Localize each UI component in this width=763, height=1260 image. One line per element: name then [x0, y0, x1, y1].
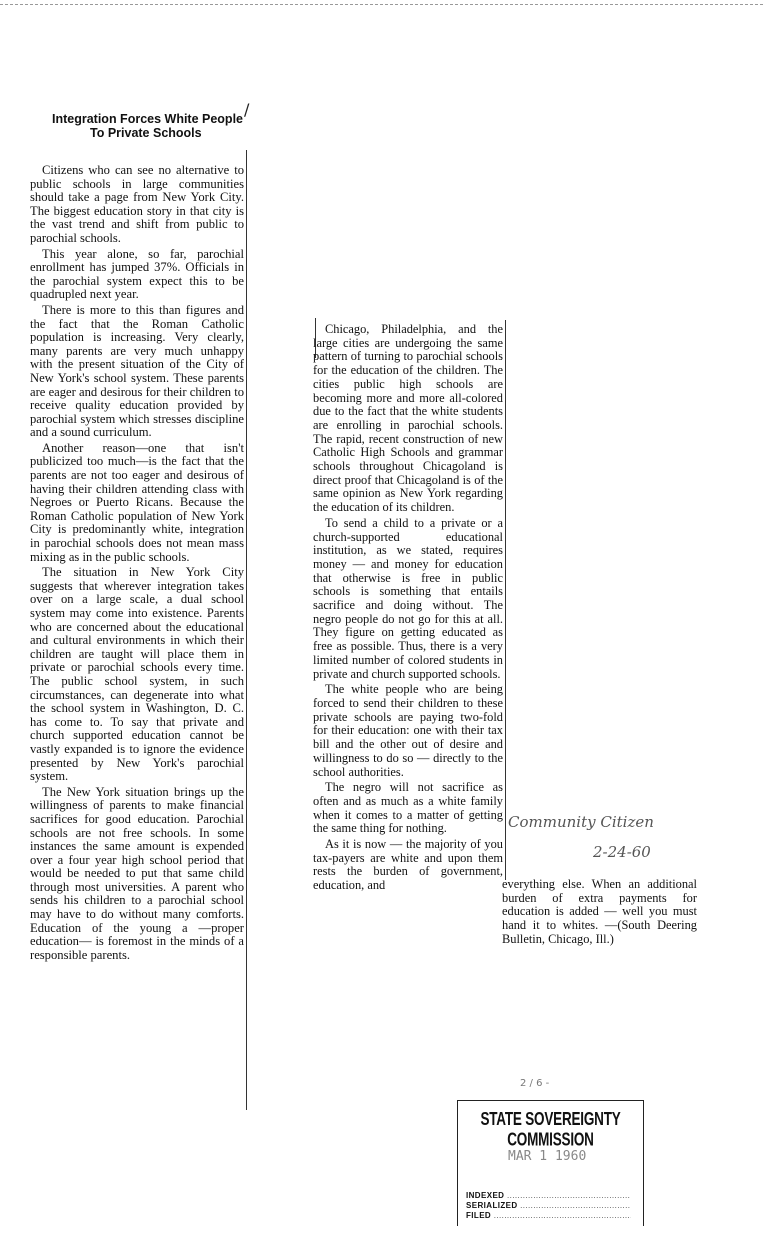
- top-dashed-border: [0, 4, 763, 5]
- headline-line-2: To Private Schools: [90, 126, 202, 140]
- paragraph: There is more to this than figures and the fact that the Roman Catholic population is increasing. Very clearly, many parents are very much unhappy with the present situation of the City of New York's school system. These parents are eager and desirous for their children to receive quality education provided by parochial system which stresses discipline and a sound curriculum.: [30, 302, 244, 440]
- column-clip-edge: [505, 320, 506, 880]
- paragraph: This year alone, so far, parochial enrollment has jumped 37%. Officials in the parochial system expect this to be quadrupled next year.: [30, 246, 244, 302]
- handwritten-source: Community Citizen: [508, 813, 654, 831]
- paragraph: Chicago, Philadelphia, and the large cities are undergoing the same pattern of turning to parochial schools for the education of the children. The cities public high schools are becoming more and more all-colored due to the fact that the white students are enrolling in parochial schools. The rapid, recent construction of new Catholic High Schools and grammar schools throughout Chicagoland is direct proof that Chicagoland is of the same opinion as New York regarding the education of its children.: [313, 322, 503, 515]
- paragraph: As it is now — the majority of you tax-payers are white and upon them rests the burden of government, education, and: [313, 837, 503, 893]
- article-continuation: everything else. When an additional burden of extra payments for education is added — well you must hand it to whites. —(South Deering Bulletin, Chicago, Ill.): [502, 877, 697, 946]
- stamp-title: STATE SOVEREIGNTY COMMISSION: [480, 1109, 621, 1150]
- handwritten-date: 2-24-60: [593, 843, 651, 861]
- article-right-column: [313, 323, 503, 895]
- paragraph: To send a child to a private or a church-supported educational institution, as we stated, requires money — and money for education that otherwise is free in public schools is something that entails sacrifice and doing without. The negro people do not go for this at all. They figure on getting educated as free as possible. Thus, there is a very limited number of colored students in private and church supported schools.: [313, 515, 503, 681]
- stamp-filed-field: FILED .....: [466, 1211, 631, 1220]
- headline-line-1: Integration Forces White People: [52, 112, 243, 126]
- paragraph: The negro will not sacrifice as often and as much as a white family when it comes to a matter of getting the same thing for nothing.: [313, 780, 503, 836]
- stamp-indexed-field: INDEXED .....: [466, 1191, 631, 1200]
- handwritten-annotation: [508, 812, 718, 862]
- faint-mark: 2 / 6 -: [520, 1078, 550, 1089]
- paragraph: Citizens who can see no alternative to public schools in large communities should take a page from New York City. The biggest education story in that city is the vast trend and shift from public to parochial schools.: [30, 163, 244, 245]
- pen-mark: /: [244, 100, 250, 119]
- commission-stamp: [457, 1100, 644, 1226]
- article-left-column: [30, 112, 244, 964]
- stamp-serialized-field: SERIALIZED .....: [466, 1201, 631, 1210]
- paragraph: The New York situation brings up the willingness of parents to make financial sacrifices for good education. Parochial schools are not free schools. In some instances the same amount is expended over a four year high school period that would be needed to put that same child through most universities. A parent who sends his children to a parochial school may have to do without many comforts. Education of the young a —proper education— is foremost in the minds of a responsible parents.: [30, 784, 244, 962]
- paragraph: The white people who are being forced to send their children to these private schools are paying two-fold for their education: one with their tax bill and the other out of desire and willingness to do so — directly to the school authorities.: [313, 682, 503, 779]
- headline: [52, 112, 244, 140]
- column-clip-edge: [246, 150, 247, 1110]
- paragraph: The situation in New York City suggests that wherever integration takes over on a large scale, a dual school system may come into existence. Parents who are concerned about the educational and cultural environments in which their children are taught will place them in private or parochial schools every time. The public school system, in such circumstances, can degenerate into what the school system in Washington, D. C. has come to. To say that private and church supported education cannot be vastly expanded is to ignore the evidence presented by New York's parochial system.: [30, 565, 244, 784]
- stamp-date: MAR 1 1960: [508, 1149, 587, 1164]
- paragraph: Another reason—one that isn't publicized too much—is the fact that the parents are not too eager and desirous of having their children attending class with Negroes or Puerto Ricans. Because the Roman Catholic population of New York City is predominantly white, integration in parochial schools does not mean mass mixing as in the public schools.: [30, 440, 244, 564]
